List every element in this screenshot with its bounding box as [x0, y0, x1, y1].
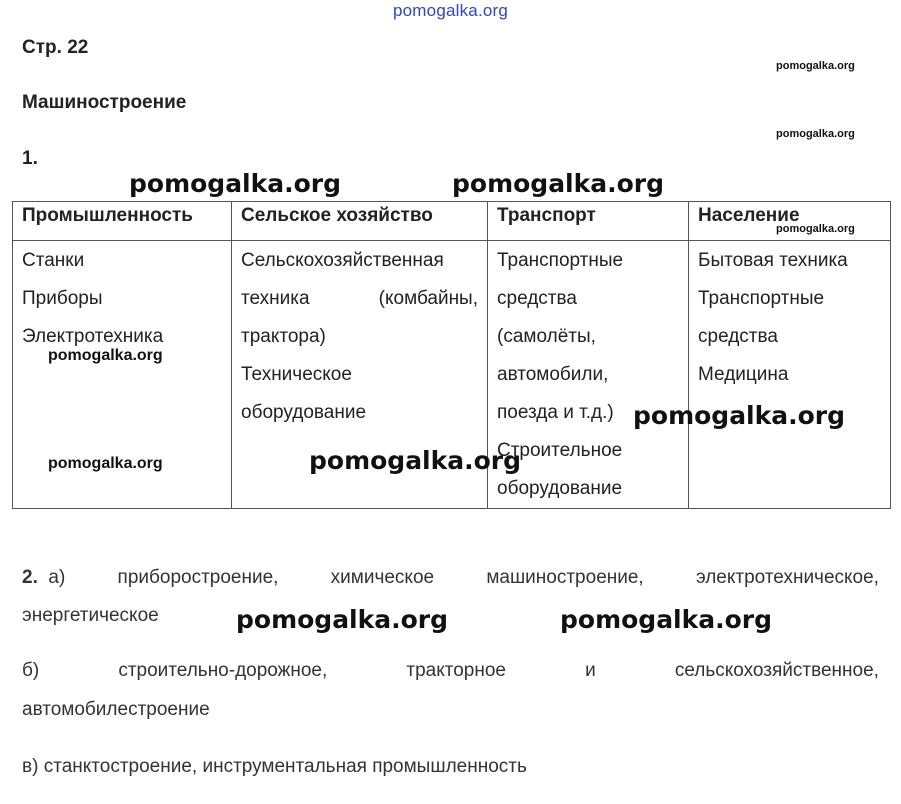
watermark: pomogalka.org	[48, 455, 163, 472]
cell-line: Строительное	[497, 440, 623, 461]
section-title: Машиностроение	[22, 92, 187, 113]
header-transport: Транспорт	[488, 202, 689, 241]
cell-word: техника	[241, 288, 310, 309]
watermark: pomogalka.org	[633, 401, 846, 430]
cell-line: Станки	[22, 250, 85, 271]
task-2-c-line: в) станктостроение, инструментальная промышленность	[22, 756, 527, 777]
watermark: pomogalka.org	[309, 446, 522, 475]
watermark-top: pomogalka.org	[393, 1, 509, 20]
cell-line: средства	[497, 288, 577, 309]
cell-line: оборудование	[497, 478, 623, 499]
task-1-number: 1.	[22, 148, 38, 169]
cell-population	[689, 241, 891, 509]
task-2-a-word: электротехническое,	[695, 567, 879, 588]
task-2-a-word: машиностроение,	[486, 567, 644, 588]
cell-line: Приборы	[22, 288, 103, 309]
cell-line: поезда и т.д.)	[497, 402, 614, 423]
header-agriculture: Сельское хозяйство	[232, 202, 488, 241]
cell-line: Транспортные	[497, 250, 624, 271]
cell-line	[241, 280, 478, 318]
task-2-b-word: тракторное	[406, 660, 506, 681]
watermark: pomogalka.org	[560, 605, 773, 634]
cell-line: Техническое	[241, 364, 352, 385]
task-2-a-line	[22, 567, 879, 589]
watermark: pomogalka.org	[776, 128, 855, 140]
header-population: Население	[689, 202, 891, 241]
watermark: pomogalka.org	[452, 169, 665, 198]
task-2-b-word: строительно-дорожное,	[118, 660, 328, 681]
cell-line: Медицина	[698, 364, 789, 385]
task-2-number: 2.	[22, 567, 38, 588]
watermark: pomogalka.org	[236, 605, 449, 634]
page-number: Стр. 22	[22, 37, 89, 58]
cell-line: Транспортные	[698, 288, 825, 309]
cell-line: автомобили,	[497, 364, 609, 385]
task-2-a-continuation: энергетическое	[22, 605, 159, 626]
watermark: pomogalka.org	[776, 223, 855, 235]
task-2-b-word: и	[585, 660, 596, 681]
cell-line: оборудование	[241, 402, 367, 423]
task-2-b-continuation: автомобилестроение	[22, 699, 210, 720]
task-2-a-word	[22, 567, 65, 589]
table-header-row	[13, 202, 891, 241]
cell-line: Электротехника	[22, 326, 164, 347]
task-2-b-line	[22, 660, 879, 682]
task-2-b-word: б)	[22, 660, 40, 681]
watermark: pomogalka.org	[129, 169, 342, 198]
task-2-a-label: а)	[48, 567, 66, 588]
task-2-b-word: сельскохозяйственное,	[674, 660, 879, 681]
cell-line: средства	[698, 326, 778, 347]
cell-line: трактора)	[241, 326, 326, 347]
watermark: pomogalka.org	[776, 60, 855, 72]
cell-line: Сельскохозяйственная	[241, 250, 444, 271]
watermark: pomogalka.org	[48, 347, 163, 364]
task-2-a-word: приборостроение,	[117, 567, 279, 588]
cell-line: Бытовая техника	[698, 250, 848, 271]
cell-word: (комбайны,	[378, 288, 478, 309]
cell-line: (самолёты,	[497, 326, 596, 347]
header-industry: Промышленность	[13, 202, 232, 241]
task-2-a-word: химическое	[330, 567, 435, 588]
